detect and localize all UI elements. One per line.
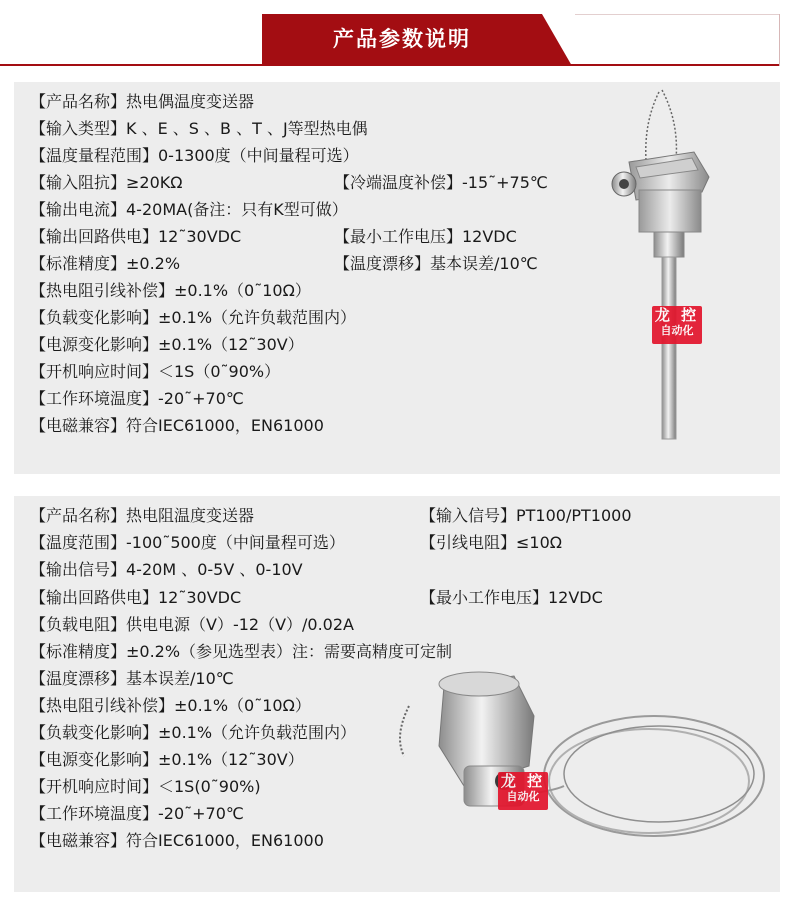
spec-row: 【输出信号】4-20M 、0-5V 、0-10V — [30, 560, 303, 579]
spec-row: 【工作环境温度】-20˜+70℃ — [30, 804, 244, 823]
spec-row: 【温度范围】-100˜500度（中间量程可选） — [30, 533, 345, 552]
spec-row: 【电源变化影响】±0.1%（12˜30V） — [30, 335, 304, 354]
spec-row: 【电磁兼容】符合IEC61000，EN61000 — [30, 416, 324, 435]
spec-row: 【输入类型】K 、E 、S 、B 、T 、J等型热电偶 — [30, 119, 368, 138]
brand-watermark-line1: 龙 控 — [500, 772, 546, 790]
spec-row: 【热电阻引线补偿】±0.1%（0˜10Ω） — [30, 696, 311, 715]
spec-row: 【标准精度】±0.2% — [30, 254, 181, 273]
thermocouple-product-image — [584, 82, 734, 462]
spec-row: 【输入阻抗】≥20KΩ — [30, 173, 183, 192]
header-rule — [0, 64, 780, 66]
spec-row: 【产品名称】热电偶温度变送器 — [30, 92, 255, 111]
spec-row: 【最小工作电压】12VDC — [334, 227, 517, 246]
brand-watermark-line2: 自动化 — [660, 324, 694, 337]
brand-watermark — [652, 306, 702, 344]
rtd-spec-panel — [14, 496, 780, 892]
brand-watermark — [498, 772, 548, 810]
spec-row: 【工作环境温度】-20˜+70℃ — [30, 389, 244, 408]
spec-row: 【电磁兼容】符合IEC61000，EN61000 — [30, 831, 324, 850]
spec-row: 【温度漂移】基本误差/10℃ — [30, 669, 234, 688]
spec-row: 【输入信号】PT100/PT1000 — [420, 506, 632, 525]
spec-row: 【最小工作电压】12VDC — [420, 588, 603, 607]
header-frame-right — [779, 14, 780, 66]
spec-row: 【负载电阻】供电电源（V）-12（V）/0.02A — [30, 615, 354, 634]
spec-row: 【开机响应时间】＜1S(0˜90%) — [30, 777, 261, 796]
brand-watermark-line2: 自动化 — [506, 790, 540, 803]
spec-row: 【输出回路供电】12˜30VDC — [30, 588, 242, 607]
spec-row: 【开机响应时间】＜1S（0˜90%） — [30, 362, 281, 381]
brand-watermark-line1: 龙 控 — [654, 306, 700, 324]
rtd-product-image — [384, 656, 774, 886]
spec-row: 【冷端温度补偿】-15˜+75℃ — [334, 173, 548, 192]
spec-row: 【输出电流】4-20MA(备注：只有K型可做） — [30, 200, 348, 219]
spec-row: 【输出回路供电】12˜30VDC — [30, 227, 242, 246]
spec-row: 【热电阻引线补偿】±0.1%（0˜10Ω） — [30, 281, 311, 300]
thermocouple-spec-panel — [14, 82, 780, 474]
spec-row: 【负载变化影响】±0.1%（允许负载范围内） — [30, 308, 357, 327]
spec-row: 【电源变化影响】±0.1%（12˜30V） — [30, 750, 304, 769]
spec-row: 【产品名称】热电阻温度变送器 — [30, 506, 255, 525]
spec-row: 【标准精度】±0.2%（参见选型表）注：需要高精度可定制 — [30, 642, 453, 661]
page-title: 产品参数说明 — [333, 27, 471, 51]
spec-row: 【引线电阻】≤10Ω — [420, 533, 562, 552]
spec-row: 【温度漂移】基本误差/10℃ — [334, 254, 538, 273]
spec-row: 【温度量程范围】0-1300度（中间量程可选） — [30, 146, 359, 165]
header-frame-top — [575, 14, 780, 15]
spec-row: 【负载变化影响】±0.1%（允许负载范围内） — [30, 723, 357, 742]
